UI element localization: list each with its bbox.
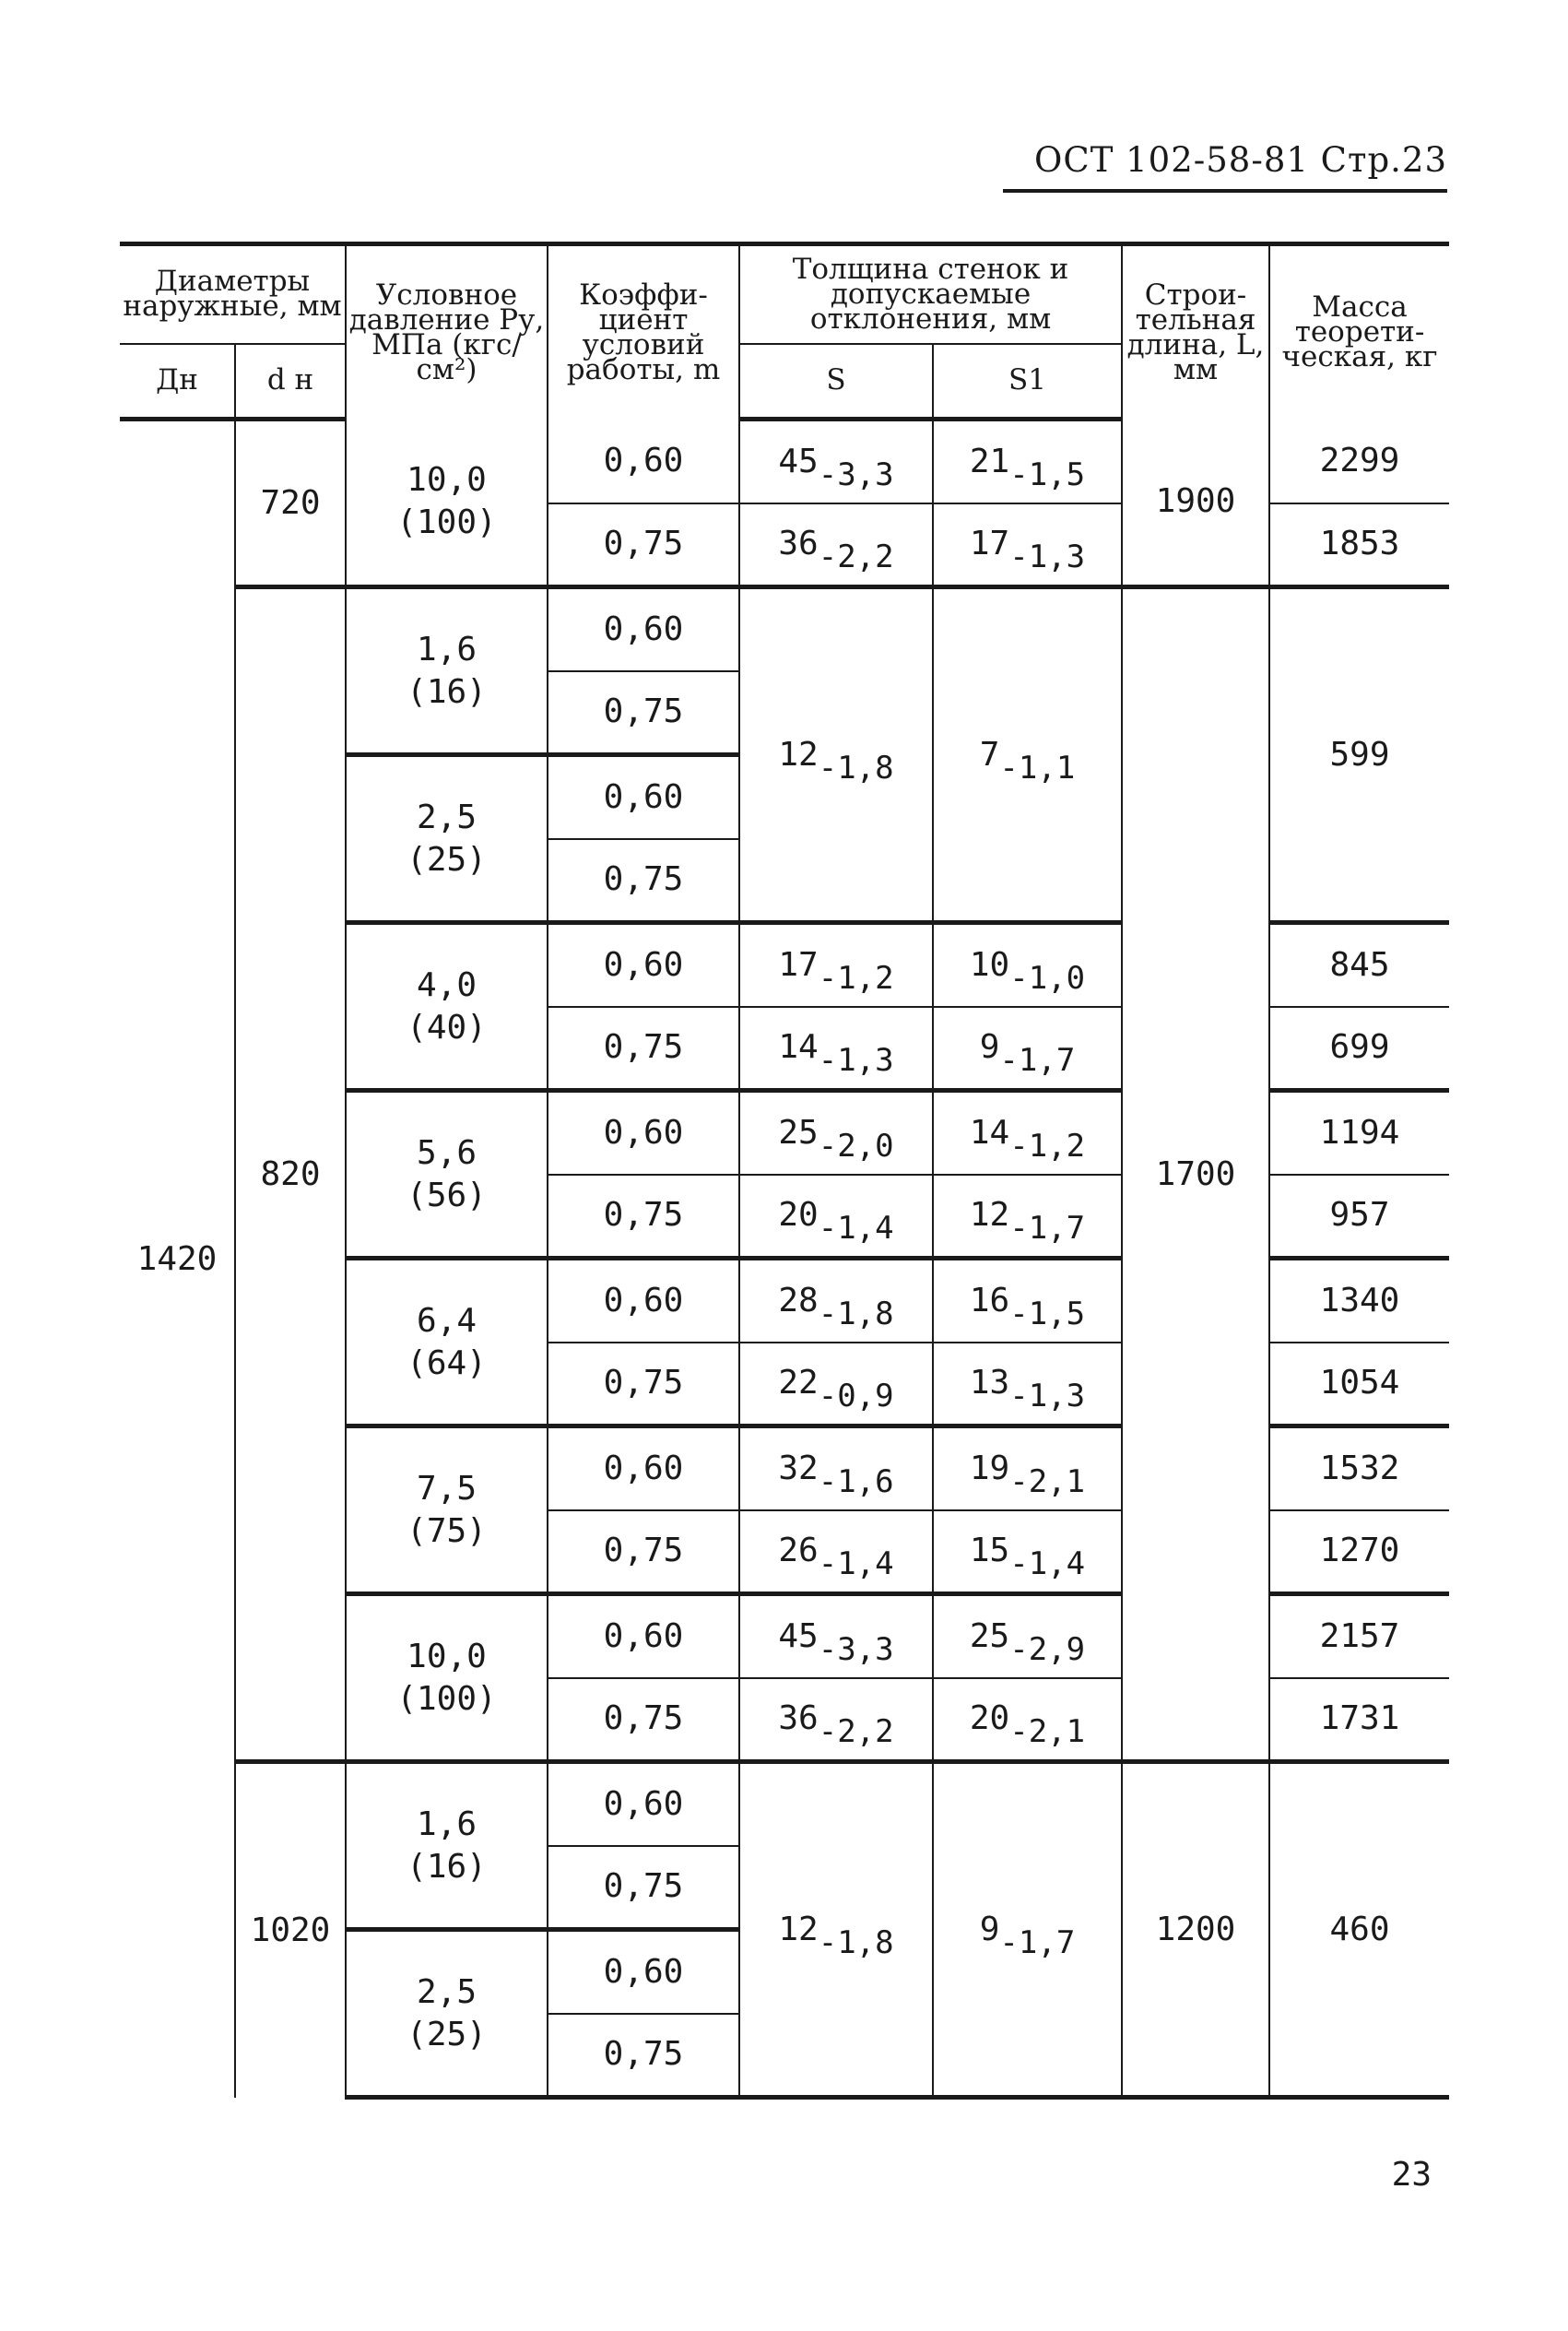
coefficient-cell: 0,75 [548,1175,739,1259]
mass-cell: 845 [1269,923,1449,1007]
coefficient-cell: 0,75 [548,2014,739,2098]
s-thickness-tolerance: -1,2 [818,959,894,997]
s1-thickness-value: 25 [969,1616,1010,1655]
mass-cell: 957 [1269,1175,1449,1259]
pressure-cell [346,923,548,1091]
pressure-cell [346,1091,548,1259]
s-thickness-cell [739,1007,933,1091]
s-thickness-value: 36 [778,525,819,563]
s-thickness-value: 25 [778,1113,819,1152]
pressure-cell [346,420,548,587]
coefficient-cell: 0,60 [548,587,739,671]
pressure-mpa: 6,4 [416,1301,477,1340]
mass-cell: 460 [1269,1762,1449,2098]
pipe-specification-table [120,242,1449,2100]
s-thickness-tolerance: -1,3 [818,1042,894,1080]
coefficient-cell: 0,75 [548,503,739,587]
coefficient-cell: 0,75 [548,1343,739,1426]
pressure-mpa: 1,6 [416,1804,477,1843]
s1-thickness-cell [933,1175,1122,1259]
s-thickness-cell [739,1426,933,1510]
mass-cell: 599 [1269,587,1449,923]
pressure-cell [346,755,548,923]
s1-thickness-tolerance: -2,9 [1009,1630,1086,1668]
s-thickness-tolerance: -1,8 [818,1295,894,1332]
col-header-s1: S1 [933,344,1122,420]
inner-diameter-cell: 1020 [235,1762,346,2098]
s1-thickness-value: 13 [969,1364,1010,1402]
mass-cell: 1731 [1269,1678,1449,1762]
s1-thickness-value: 15 [969,1532,1010,1570]
col-header-mass: Масса теорети-ческая, кг [1269,244,1449,420]
pressure-kgf: (56) [407,1176,487,1214]
s1-thickness-value: 20 [969,1699,1010,1738]
s-thickness-tolerance: -1,4 [818,1545,894,1583]
s1-thickness-value: 17 [969,525,1010,563]
s-thickness-tolerance: -2,2 [818,538,894,576]
coefficient-cell: 0,60 [548,1762,739,1846]
s-thickness-tolerance: -1,8 [818,749,894,787]
pressure-mpa: 7,5 [416,1469,477,1508]
table-row [120,420,1449,503]
pressure-kgf: (100) [396,503,497,542]
s-thickness-value: 17 [778,945,819,984]
mass-cell: 1853 [1269,503,1449,587]
s-thickness-cell [739,503,933,587]
outer-diameter-cell: 1420 [120,420,235,2098]
length-cell: 1900 [1122,420,1269,587]
pressure-kgf: (64) [407,1343,487,1382]
coefficient-cell: 0,75 [548,1510,739,1594]
col-header-dn-small: d н [235,344,346,420]
coefficient-cell: 0,60 [548,1426,739,1510]
mass-cell: 1270 [1269,1510,1449,1594]
coefficient-cell: 0,75 [548,671,739,755]
col-header-pressure: Условное давление Ру, МПа (кгс/см²) [346,244,548,420]
length-cell: 1200 [1122,1762,1269,2098]
s1-thickness-tolerance: -1,7 [999,1042,1076,1080]
s-thickness-tolerance: -2,0 [818,1127,894,1165]
coefficient-cell: 0,75 [548,839,739,923]
s-thickness-cell [739,420,933,503]
s1-thickness-tolerance: -2,1 [1009,1713,1086,1751]
coefficient-cell: 0,60 [548,923,739,1007]
s1-thickness-tolerance: -1,5 [1009,1295,1086,1332]
s-thickness-cell [739,1175,933,1259]
s-thickness-cell [739,1510,933,1594]
s-thickness-value: 20 [778,1196,819,1235]
pressure-mpa: 10,0 [407,461,487,500]
pressure-kgf: (100) [396,1679,497,1718]
table-row [120,587,1449,671]
s1-thickness-value: 16 [969,1281,1010,1319]
s-thickness-value: 12 [778,735,819,774]
mass-cell: 2299 [1269,420,1449,503]
pressure-kgf: (16) [407,672,487,711]
s-thickness-value: 32 [778,1449,819,1487]
coefficient-cell: 0,60 [548,1594,739,1678]
s1-thickness-cell [933,1510,1122,1594]
col-header-diameters: Диаметры наружные, мм [120,244,346,344]
s1-thickness-value: 12 [969,1196,1010,1235]
s1-thickness-cell [933,420,1122,503]
s1-thickness-cell [933,1678,1122,1762]
pressure-cell [346,1259,548,1426]
coefficient-cell: 0,60 [548,1091,739,1175]
s1-thickness-tolerance: -2,1 [1009,1462,1086,1500]
s-thickness-tolerance: -3,3 [818,1630,894,1668]
col-header-coefficient: Коэффи-циент условий работы, m [548,244,739,420]
table-body [120,420,1449,2098]
s-thickness-cell [739,1678,933,1762]
pressure-kgf: (25) [407,2015,487,2053]
coefficient-cell: 0,60 [548,1930,739,2014]
s1-thickness-tolerance: -1,5 [1009,456,1086,493]
coefficient-cell: 0,60 [548,1259,739,1343]
s1-thickness-value: 21 [969,442,1010,480]
coefficient-cell: 0,75 [548,1678,739,1762]
s-thickness-value: 14 [778,1028,819,1067]
coefficient-cell: 0,75 [548,1846,739,1930]
mass-cell: 2157 [1269,1594,1449,1678]
pressure-kgf: (40) [407,1008,487,1047]
s1-thickness-cell [933,1007,1122,1091]
s1-thickness-tolerance: -1,7 [999,1923,1076,1961]
pressure-mpa: 1,6 [416,630,477,669]
s-thickness-cell [739,1259,933,1343]
s-thickness-value: 36 [778,1699,819,1738]
s-thickness-tolerance: -1,4 [818,1210,894,1248]
header-underline [1003,189,1447,193]
s1-thickness-tolerance: -1,0 [1009,959,1086,997]
pressure-cell [346,587,548,755]
s1-thickness-cell [933,1762,1122,2098]
s1-thickness-cell [933,923,1122,1007]
s-thickness-tolerance: -1,8 [818,1923,894,1961]
s1-thickness-tolerance: -1,3 [1009,1378,1086,1415]
pressure-cell [346,1426,548,1594]
s-thickness-value: 12 [778,1910,819,1948]
s1-thickness-cell [933,503,1122,587]
s1-thickness-value: 9 [979,1028,1000,1067]
coefficient-cell: 0,60 [548,755,739,839]
s1-thickness-value: 7 [979,735,1000,774]
s1-thickness-cell [933,1594,1122,1678]
pressure-kgf: (25) [407,840,487,879]
s1-thickness-value: 9 [979,1910,1000,1948]
s-thickness-tolerance: -1,6 [818,1462,894,1500]
col-header-thickness: Толщина стенок и допускаемые отклонения, мм [739,244,1122,344]
s1-thickness-value: 14 [969,1113,1010,1152]
coefficient-cell: 0,60 [548,420,739,503]
mass-cell: 1532 [1269,1426,1449,1510]
s-thickness-value: 22 [778,1364,819,1402]
s1-thickness-value: 10 [969,945,1010,984]
s-thickness-value: 45 [778,442,819,480]
s-thickness-tolerance: -3,3 [818,456,894,493]
pressure-cell [346,1594,548,1762]
inner-diameter-cell: 720 [235,420,346,587]
inner-diameter-cell: 820 [235,587,346,1762]
mass-cell: 1340 [1269,1259,1449,1343]
s1-thickness-value: 19 [969,1449,1010,1487]
s-thickness-value: 28 [778,1281,819,1319]
s1-thickness-cell [933,1091,1122,1175]
pressure-kgf: (75) [407,1511,487,1550]
s1-thickness-cell [933,1343,1122,1426]
s1-thickness-tolerance: -1,4 [1009,1545,1086,1583]
s1-thickness-cell [933,1426,1122,1510]
s-thickness-tolerance: -2,2 [818,1713,894,1751]
s-thickness-value: 26 [778,1532,819,1570]
pressure-mpa: 2,5 [416,798,477,836]
s-thickness-cell [739,923,933,1007]
s-thickness-value: 45 [778,1616,819,1655]
pressure-cell [346,1762,548,1930]
coefficient-cell: 0,75 [548,1007,739,1091]
s1-thickness-tolerance: -1,3 [1009,538,1086,576]
s1-thickness-tolerance: -1,2 [1009,1127,1086,1165]
col-header-length: Строи-тельная длина, L, мм [1122,244,1269,420]
s-thickness-cell [739,1343,933,1426]
col-header-s: S [739,344,933,420]
pressure-mpa: 10,0 [407,1637,487,1675]
s-thickness-cell [739,1091,933,1175]
s1-thickness-cell [933,587,1122,923]
s-thickness-tolerance: -0,9 [818,1378,894,1415]
mass-cell: 1194 [1269,1091,1449,1175]
s-thickness-cell [739,587,933,923]
table-row [120,1762,1449,1846]
s-thickness-cell [739,1594,933,1678]
document-header: ОСТ 102-58-81 Стр.23 [1034,140,1447,180]
s1-thickness-cell [933,1259,1122,1343]
pressure-mpa: 2,5 [416,1972,477,2011]
pressure-cell [346,1930,548,2098]
page-number: 23 [1391,2156,1432,2194]
mass-cell: 699 [1269,1007,1449,1091]
length-cell: 1700 [1122,587,1269,1762]
mass-cell: 1054 [1269,1343,1449,1426]
col-header-dn: Дн [120,344,235,420]
pressure-mpa: 4,0 [416,965,477,1004]
s-thickness-cell [739,1762,933,2098]
pressure-mpa: 5,6 [416,1133,477,1172]
pressure-kgf: (16) [407,1847,487,1886]
s1-thickness-tolerance: -1,1 [999,749,1076,787]
s1-thickness-tolerance: -1,7 [1009,1210,1086,1248]
